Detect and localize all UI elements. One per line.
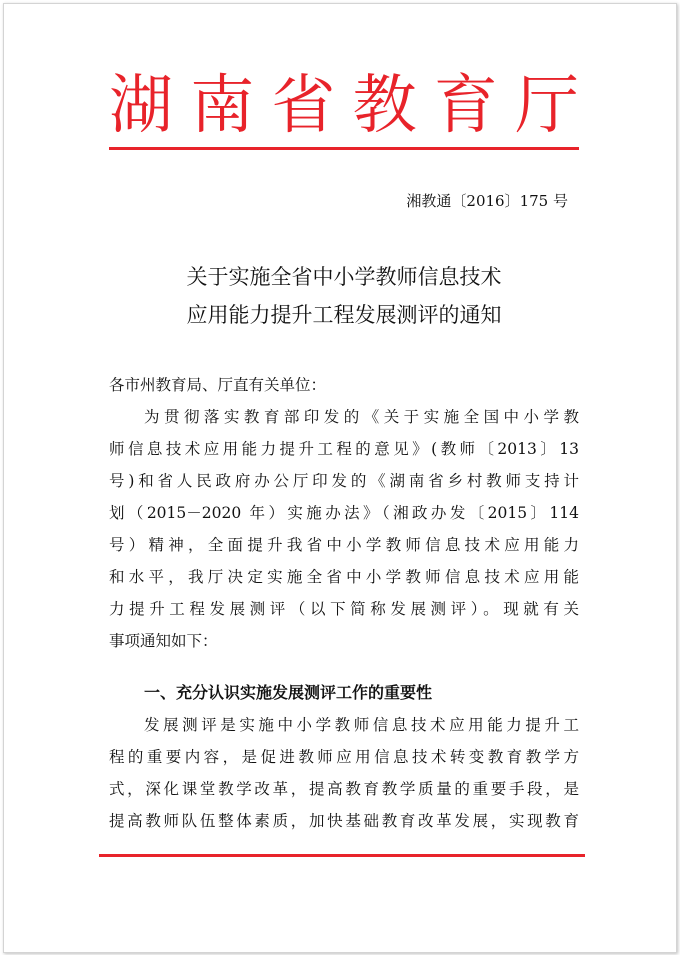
issuer-char: 省 xyxy=(271,69,336,143)
paragraph-line: 发展测评是实施中小学教师信息技术应用能力提升工 xyxy=(144,716,579,734)
issuer-char: 南 xyxy=(190,69,255,143)
paragraph-line: 为贯彻落实教育部印发的《关于实施全国中小学教 xyxy=(144,408,579,426)
issuer-char: 教 xyxy=(352,69,417,143)
paragraph-line: 号）精神，全面提升我省中小学教师信息技术应用能力 xyxy=(109,536,579,554)
paragraph-line: 号)和省人民政府办公厅印发的《湖南省乡村教师支持计 xyxy=(109,472,579,490)
paragraph-line: 事项通知如下： xyxy=(109,632,218,650)
issuer-header xyxy=(109,66,579,146)
addressee: 各市州教育局、厅直有关单位： xyxy=(109,376,327,394)
paragraph-line: 力提升工程发展测评（以下简称发展测评）。现就有关 xyxy=(109,600,579,618)
paragraph-line: 式，深化课堂教学改革，提高教育教学质量的重要手段，是 xyxy=(109,780,579,798)
paragraph-line: 提高教师队伍整体素质，加快基础教育改革发展，实现教育 xyxy=(109,812,579,830)
paragraph-line: 划（2015－2020 年）实施办法》（湘政办发〔2015〕114 xyxy=(109,504,579,522)
footer-red-rule xyxy=(99,854,585,857)
paragraph-line: 和水平，我厅决定实施全省中小学教师信息技术应用能 xyxy=(109,568,579,586)
header-red-rule xyxy=(109,147,579,150)
paragraph-line: 程的重要内容，是促进教师应用信息技术转变教育教学方 xyxy=(109,748,579,766)
document-title-line-1: 关于实施全省中小学教师信息技术 xyxy=(186,265,502,289)
section-heading: 一、充分认识实施发展测评工作的重要性 xyxy=(144,683,433,702)
issuer-char: 湖 xyxy=(109,69,173,143)
document-title-line-2: 应用能力提升工程发展测评的通知 xyxy=(186,303,502,327)
document-page xyxy=(3,3,677,953)
paragraph-line: 师信息技术应用能力提升工程的意见》(教师〔2013〕13 xyxy=(109,440,579,458)
document-number: 湘教通〔2016〕175 号 xyxy=(406,192,568,210)
issuer-char: 厅 xyxy=(514,69,579,143)
issuer-char: 育 xyxy=(433,69,498,143)
